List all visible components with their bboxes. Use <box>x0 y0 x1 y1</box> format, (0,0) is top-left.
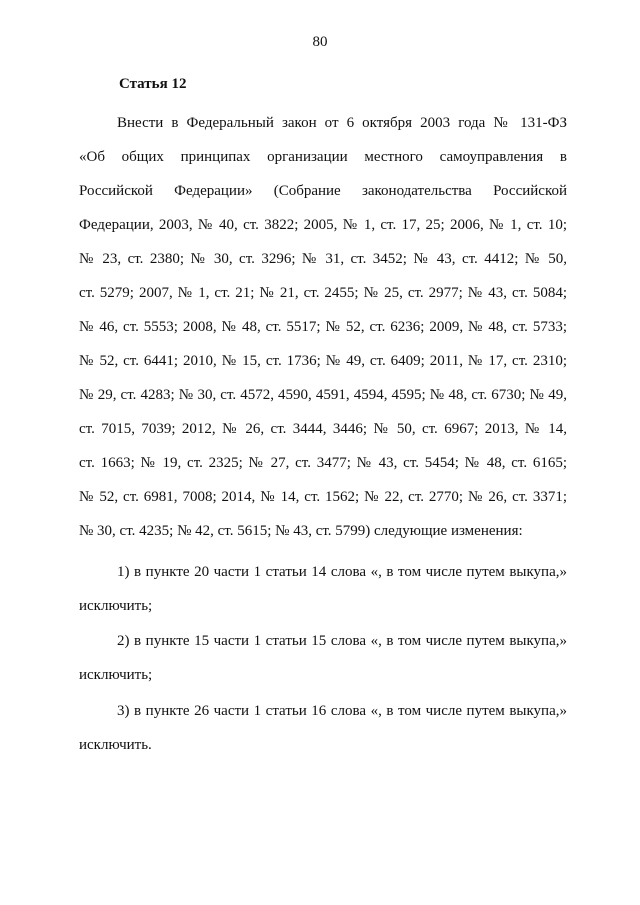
page-number: 80 <box>312 34 328 50</box>
amendment-item-1 <box>79 555 567 623</box>
text-line: № 23, ст. 2380; № 30, ст. 3296; № 31, ст. 3452; № 43, ст. 4412; № 50, <box>79 251 567 267</box>
article-title: Статья 12 <box>119 76 187 92</box>
amendment-item-3 <box>79 694 567 762</box>
text-line: 1) в пункте 20 части 1 статьи 14 слова «, в том числе путем выкупа,» <box>117 564 567 580</box>
text-line: 2) в пункте 15 части 1 статьи 15 слова «, в том числе путем выкупа,» <box>117 633 567 649</box>
text-line: исключить; <box>79 667 153 683</box>
text-line: № 52, ст. 6441; 2010, № 15, ст. 1736; № 49, ст. 6409; 2011, № 17, ст. 2310; <box>79 353 567 369</box>
text-line: ст. 7015, 7039; 2012, № 26, ст. 3444, 3446; № 50, ст. 6967; 2013, № 14, <box>79 421 567 437</box>
text-line: № 29, ст. 4283; № 30, ст. 4572, 4590, 4591, 4594, 4595; № 48, ст. 6730; № 49, <box>79 387 567 403</box>
text-line: № 46, ст. 5553; 2008, № 48, ст. 5517; № 52, ст. 6236; 2009, № 48, ст. 5733; <box>79 319 567 335</box>
text-line: ст. 1663; № 19, ст. 2325; № 27, ст. 3477; № 43, ст. 5454; № 48, ст. 6165; <box>79 455 567 471</box>
text-line: Российской Федерации» (Собрание законодательства Российской <box>79 183 567 199</box>
text-line: 3) в пункте 26 части 1 статьи 16 слова «, в том числе путем выкупа,» <box>117 703 567 719</box>
text-line: «Об общих принципах организации местного самоуправления в <box>79 149 567 165</box>
text-line: ст. 5279; 2007, № 1, ст. 21; № 21, ст. 2455; № 25, ст. 2977; № 43, ст. 5084; <box>79 285 567 301</box>
text-line: Внести в Федеральный закон от 6 октября 2003 года № 131-ФЗ <box>117 115 567 131</box>
text-line: № 52, ст. 6981, 7008; 2014, № 14, ст. 1562; № 22, ст. 2770; № 26, ст. 3371; <box>79 489 567 505</box>
text-line: № 30, ст. 4235; № 42, ст. 5615; № 43, ст. 5799) следующие изменения: <box>79 523 523 539</box>
amendment-item-2 <box>79 624 567 692</box>
text-line: исключить; <box>79 598 153 614</box>
text-line: Федерации, 2003, № 40, ст. 3822; 2005, № 1, ст. 17, 25; 2006, № 1, ст. 10; <box>79 217 567 233</box>
article-intro-paragraph <box>79 106 567 548</box>
text-line: исключить. <box>79 737 152 753</box>
